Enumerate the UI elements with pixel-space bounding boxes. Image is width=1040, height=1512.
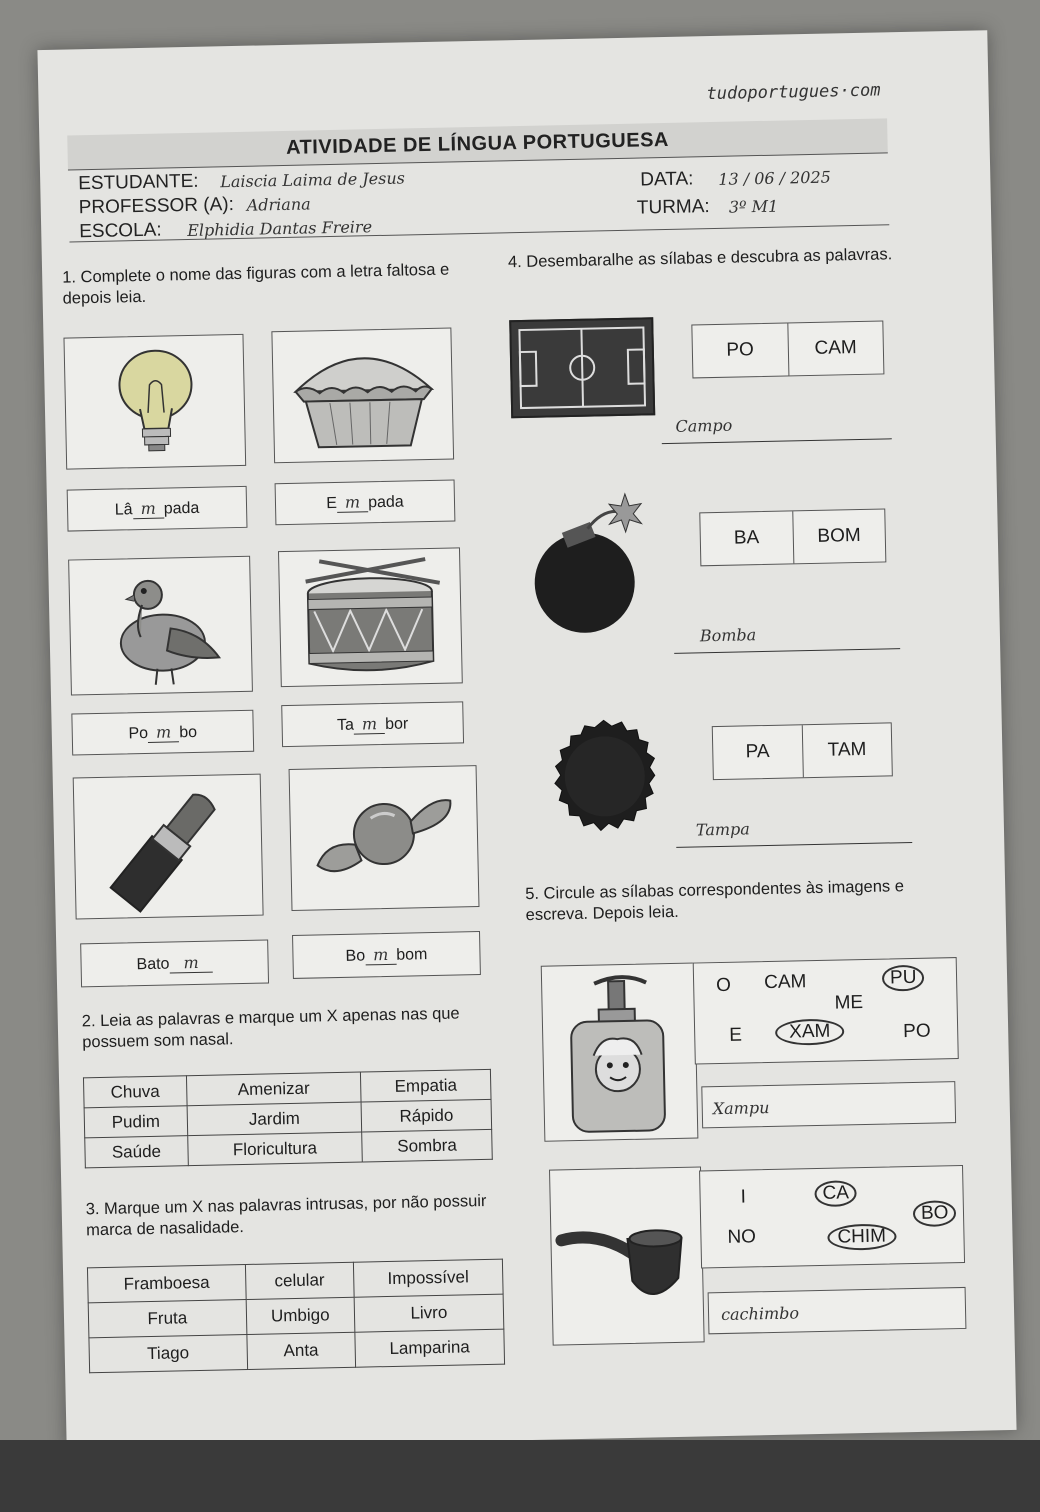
image-box (278, 547, 463, 687)
word-cell[interactable]: Rápido (361, 1099, 491, 1132)
syllable-box (699, 508, 886, 566)
word-suffix: bom (396, 946, 428, 964)
candy-icon (290, 766, 479, 910)
syllable-circled[interactable]: CHIM (827, 1223, 896, 1250)
word-cell[interactable]: Lamparina (355, 1329, 505, 1367)
answer-word: Xampu (712, 1098, 770, 1119)
image-box (289, 765, 480, 911)
shampoo-bottle-icon (542, 964, 698, 1141)
word-suffix: pada (367, 493, 404, 512)
light-bulb-icon (64, 335, 245, 469)
turma-label: TURMA: (636, 196, 710, 219)
word-prefix: Bato (136, 955, 170, 974)
q2-word-table (83, 1069, 493, 1169)
word-cell[interactable]: Jardim (187, 1102, 362, 1136)
word-cell[interactable]: Floricultura (188, 1132, 363, 1166)
escola-label: ESCOLA: (79, 219, 162, 243)
image-box (68, 556, 253, 696)
empada-pie-icon (272, 329, 453, 463)
word-cell[interactable]: Chuva (83, 1076, 186, 1108)
syllable[interactable]: I (740, 1186, 747, 1208)
professor-label: PROFESSOR (A): (78, 194, 235, 219)
estudante-label: ESTUDANTE: (78, 170, 199, 195)
q3-word-table (87, 1259, 505, 1374)
answer-line[interactable] (674, 622, 901, 654)
syllable-circled[interactable]: BO (913, 1200, 957, 1227)
word-prefix: Bo (345, 947, 366, 965)
answer-word: Tampa (695, 819, 751, 840)
worksheet-page (37, 30, 1016, 1450)
word-blank-box (292, 931, 481, 979)
q2-prompt: 2. Leia as palavras e marque um X apenas nas que possuem som nasal. (81, 1004, 460, 1052)
syllable[interactable]: PO (902, 1020, 931, 1043)
syllable-cell: CAM (814, 337, 857, 359)
word-suffix: bo (179, 723, 198, 742)
syllable-cell: PA (713, 725, 804, 779)
word-cell[interactable]: celular (245, 1262, 354, 1299)
turma-value: 3º M1 (728, 196, 779, 217)
syllable-box (691, 320, 884, 378)
word-blank-box (80, 939, 269, 987)
word-cell[interactable]: Sombra (362, 1129, 492, 1162)
image-box (271, 327, 454, 463)
syllable-box (712, 722, 893, 780)
word-cell[interactable]: Fruta (88, 1300, 246, 1338)
word-blank-box (281, 701, 464, 747)
word-cell[interactable]: Empatia (361, 1069, 491, 1102)
answer-line[interactable] (676, 816, 913, 848)
estudante-value: Laiscia Laima de Jesus (220, 168, 406, 192)
word-cell[interactable]: Framboesa (87, 1265, 245, 1303)
word-blank-box (67, 486, 248, 532)
answer-box[interactable] (701, 1081, 956, 1128)
answer-letter[interactable]: m (337, 492, 369, 513)
answer-letter[interactable]: m (169, 953, 213, 974)
syllable-box (699, 1165, 965, 1269)
word-cell[interactable]: Umbigo (246, 1297, 355, 1334)
word-cell[interactable]: Saúde (85, 1136, 188, 1168)
word-suffix: bor (384, 715, 409, 733)
q1-prompt: 1. Complete o nome das figuras com a letra faltosa e depois leia. (62, 260, 450, 308)
image-box (542, 717, 669, 844)
word-cell[interactable]: Amenizar (186, 1072, 361, 1106)
image-box (63, 334, 246, 470)
word-cell[interactable]: Livro (354, 1294, 504, 1332)
answer-letter[interactable]: m (148, 722, 180, 743)
word-blank-box (275, 479, 456, 525)
answer-line[interactable] (661, 412, 892, 444)
smoking-pipe-icon (550, 1167, 704, 1344)
q5-prompt: 5. Circule as sílabas correspondentes às imagens e escreva. Depois leia. (525, 877, 905, 925)
image-box (73, 774, 264, 920)
syllable-circled[interactable]: XAM (775, 1018, 845, 1045)
image-box (509, 317, 655, 418)
answer-letter[interactable]: m (365, 945, 397, 966)
syllable-circled[interactable]: CA (814, 1180, 857, 1207)
answer-word: cachimbo (720, 1303, 800, 1325)
word-cell[interactable]: Impossível (353, 1259, 503, 1297)
professor-value: Adriana (246, 194, 311, 215)
table-row (89, 1329, 505, 1373)
answer-box[interactable] (708, 1287, 967, 1334)
syllable[interactable]: E (729, 1024, 743, 1046)
answer-letter[interactable]: m (132, 499, 164, 520)
word-cell[interactable]: Pudim (84, 1106, 187, 1138)
q4-prompt: 4. Desembaralhe as sílabas e descubra as palavras. (507, 245, 893, 272)
lipstick-icon (74, 775, 263, 919)
answer-word: Bomba (699, 625, 757, 646)
syllable-cell: BA (700, 511, 794, 565)
syllable-circled[interactable]: PU (882, 965, 925, 992)
pigeon-icon (69, 557, 252, 695)
word-blank-box (71, 710, 254, 756)
background-fabric (0, 1440, 1040, 1512)
answer-letter[interactable]: m (354, 714, 386, 735)
q3-prompt: 3. Marque um X nas palavras intrusas, por não possuir marca de nasalidade. (85, 1191, 487, 1240)
syllable-cell: PO (692, 323, 789, 377)
image-box (525, 489, 658, 642)
word-prefix: E (326, 494, 338, 513)
syllable-box (693, 957, 959, 1065)
word-suffix: pada (163, 499, 200, 518)
bomb-icon (525, 489, 658, 642)
soccer-field-icon (511, 319, 653, 416)
escola-value: Elphidia Dantas Freire (187, 217, 373, 241)
image-box (549, 1166, 705, 1345)
syllable[interactable]: O (715, 974, 732, 997)
data-label: DATA: (640, 168, 694, 191)
word-prefix: Po (128, 724, 149, 743)
word-cell[interactable]: Anta (247, 1332, 356, 1369)
image-box (541, 963, 699, 1142)
syllable[interactable]: NO (727, 1226, 757, 1248)
syllable-cell: TAM (827, 738, 867, 761)
word-prefix: Ta (336, 716, 355, 734)
syllable[interactable]: ME (834, 992, 864, 1014)
page-title: ATIVIDADE DE LÍNGUA PORTUGUESA (285, 128, 670, 159)
data-value: 13 / 06 / 2025 (718, 167, 832, 189)
word-cell[interactable]: Tiago (89, 1335, 247, 1373)
site-brand: tudoportugues·com (706, 80, 881, 105)
syllable[interactable]: CAM (763, 971, 807, 994)
word-prefix: Lâ (114, 501, 133, 519)
syllable-cell: BOM (817, 524, 861, 547)
drum-icon (279, 548, 462, 686)
answer-word: Campo (675, 415, 733, 436)
bottle-cap-icon (542, 717, 669, 844)
